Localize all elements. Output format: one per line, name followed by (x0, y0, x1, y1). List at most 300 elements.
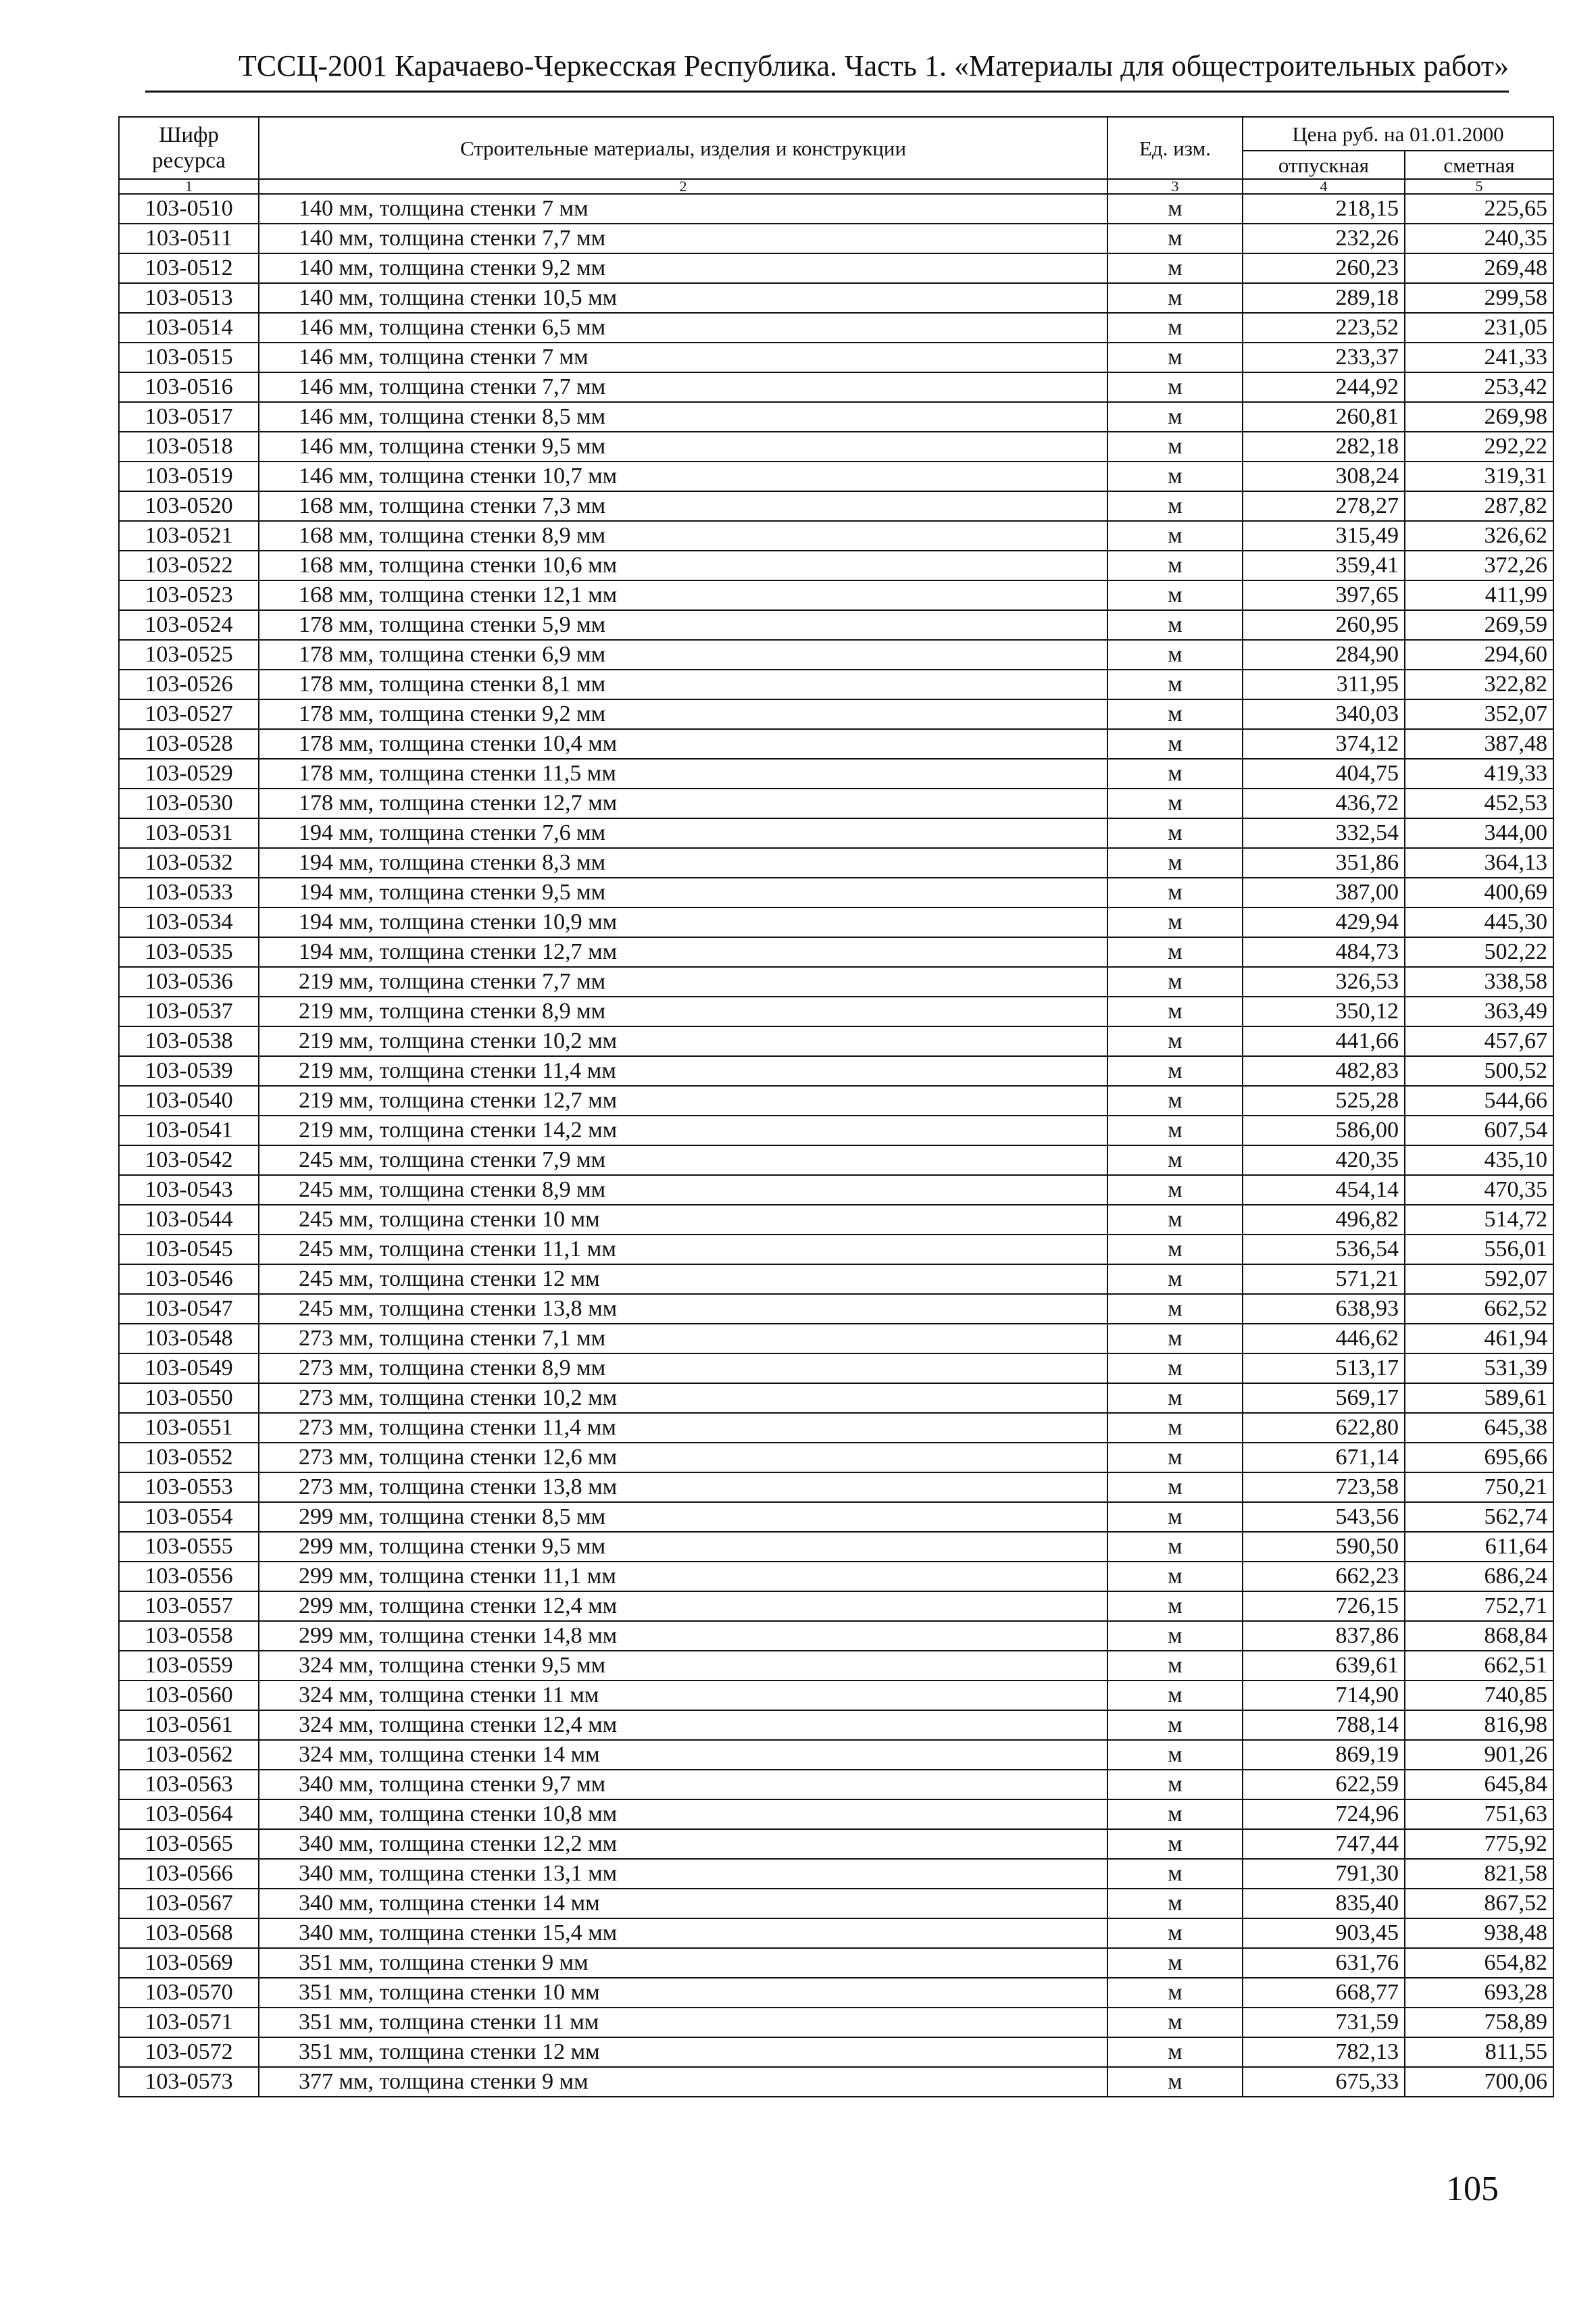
material-name: 168 мм, толщина стенки 12,1 мм (259, 580, 1107, 610)
unit: м (1107, 491, 1243, 521)
unit: м (1107, 462, 1243, 491)
resource-code: 103-0562 (119, 1740, 259, 1770)
release-price: 260,81 (1243, 402, 1405, 432)
release-price: 731,59 (1243, 2008, 1405, 2037)
estimate-price: 938,48 (1405, 1918, 1553, 1948)
table-row (119, 1205, 1553, 1235)
release-price: 420,35 (1243, 1145, 1405, 1175)
unit: м (1107, 1294, 1243, 1324)
release-price: 590,50 (1243, 1532, 1405, 1562)
release-price: 662,23 (1243, 1562, 1405, 1591)
release-price: 631,76 (1243, 1948, 1405, 1978)
column-number-row (119, 179, 1553, 194)
resource-code: 103-0522 (119, 551, 259, 580)
resource-code: 103-0569 (119, 1948, 259, 1978)
estimate-price: 225,65 (1405, 194, 1553, 224)
estimate-price: 868,84 (1405, 1621, 1553, 1651)
resource-code: 103-0529 (119, 759, 259, 789)
unit: м (1107, 1591, 1243, 1621)
material-name: 245 мм, толщина стенки 12 мм (259, 1264, 1107, 1294)
table-row (119, 1116, 1553, 1145)
release-price: 484,73 (1243, 937, 1405, 967)
resource-code: 103-0544 (119, 1205, 259, 1235)
table-row (119, 1829, 1553, 1859)
unit: м (1107, 580, 1243, 610)
table-row (119, 907, 1553, 937)
resource-code: 103-0567 (119, 1889, 259, 1918)
material-name: 324 мм, толщина стенки 14 мм (259, 1740, 1107, 1770)
release-price: 232,26 (1243, 224, 1405, 253)
unit: м (1107, 967, 1243, 997)
resource-code: 103-0511 (119, 224, 259, 253)
unit: м (1107, 1770, 1243, 1799)
release-price: 525,28 (1243, 1086, 1405, 1116)
release-price: 278,27 (1243, 491, 1405, 521)
unit: м (1107, 1383, 1243, 1413)
table-row (119, 1918, 1553, 1948)
resource-code: 103-0539 (119, 1056, 259, 1086)
resource-code: 103-0525 (119, 640, 259, 670)
material-name: 219 мм, толщина стенки 12,7 мм (259, 1086, 1107, 1116)
release-price: 446,62 (1243, 1324, 1405, 1353)
unit: м (1107, 1948, 1243, 1978)
material-name: 168 мм, толщина стенки 7,3 мм (259, 491, 1107, 521)
material-name: 194 мм, толщина стенки 7,6 мм (259, 818, 1107, 848)
release-price: 332,54 (1243, 818, 1405, 848)
table-row (119, 253, 1553, 283)
unit: м (1107, 1324, 1243, 1353)
material-name: 219 мм, толщина стенки 14,2 мм (259, 1116, 1107, 1145)
material-name: 178 мм, толщина стенки 12,7 мм (259, 789, 1107, 818)
resource-code: 103-0530 (119, 789, 259, 818)
unit: м (1107, 1562, 1243, 1591)
material-name: 178 мм, толщина стенки 5,9 мм (259, 610, 1107, 640)
estimate-price: 352,07 (1405, 699, 1553, 729)
estimate-price: 607,54 (1405, 1116, 1553, 1145)
header-price-group: Цена руб. на 01.01.2000 (1243, 117, 1553, 151)
release-price: 260,95 (1243, 610, 1405, 640)
unit: м (1107, 1859, 1243, 1889)
resource-code: 103-0537 (119, 997, 259, 1026)
estimate-price: 319,31 (1405, 462, 1553, 491)
unit: м (1107, 194, 1243, 224)
table-header (119, 117, 1553, 194)
unit: м (1107, 878, 1243, 907)
material-name: 273 мм, толщина стенки 12,6 мм (259, 1443, 1107, 1472)
resource-code: 103-0540 (119, 1086, 259, 1116)
table-row (119, 1770, 1553, 1799)
release-price: 244,92 (1243, 372, 1405, 402)
material-name: 299 мм, толщина стенки 12,4 мм (259, 1591, 1107, 1621)
estimate-price: 645,84 (1405, 1770, 1553, 1799)
table-row (119, 1353, 1553, 1383)
release-price: 513,17 (1243, 1353, 1405, 1383)
estimate-price: 344,00 (1405, 818, 1553, 848)
material-name: 340 мм, толщина стенки 15,4 мм (259, 1918, 1107, 1948)
estimate-price: 452,53 (1405, 789, 1553, 818)
estimate-price: 821,58 (1405, 1859, 1553, 1889)
material-name: 140 мм, толщина стенки 7 мм (259, 194, 1107, 224)
unit: м (1107, 1889, 1243, 1918)
material-name: 340 мм, толщина стенки 12,2 мм (259, 1829, 1107, 1859)
release-price: 404,75 (1243, 759, 1405, 789)
unit: м (1107, 1235, 1243, 1264)
estimate-price: 269,48 (1405, 253, 1553, 283)
resource-code: 103-0526 (119, 670, 259, 699)
release-price: 782,13 (1243, 2037, 1405, 2067)
unit: м (1107, 1740, 1243, 1770)
resource-code: 103-0568 (119, 1918, 259, 1948)
release-price: 233,37 (1243, 343, 1405, 372)
release-price: 837,86 (1243, 1621, 1405, 1651)
table-row (119, 1443, 1553, 1472)
release-price: 374,12 (1243, 729, 1405, 759)
release-price: 668,77 (1243, 1978, 1405, 2008)
resource-code: 103-0555 (119, 1532, 259, 1562)
unit: м (1107, 1502, 1243, 1532)
table-row (119, 878, 1553, 907)
unit: м (1107, 907, 1243, 937)
table-row (119, 1799, 1553, 1829)
unit: м (1107, 551, 1243, 580)
unit: м (1107, 2008, 1243, 2037)
table-row (119, 1681, 1553, 1710)
unit: м (1107, 1145, 1243, 1175)
material-name: 299 мм, толщина стенки 9,5 мм (259, 1532, 1107, 1562)
unit: м (1107, 818, 1243, 848)
estimate-price: 816,98 (1405, 1710, 1553, 1740)
release-price: 260,23 (1243, 253, 1405, 283)
estimate-price: 654,82 (1405, 1948, 1553, 1978)
release-price: 791,30 (1243, 1859, 1405, 1889)
estimate-price: 326,62 (1405, 521, 1553, 551)
material-name: 194 мм, толщина стенки 9,5 мм (259, 878, 1107, 907)
estimate-price: 445,30 (1405, 907, 1553, 937)
material-name: 178 мм, толщина стенки 6,9 мм (259, 640, 1107, 670)
unit: м (1107, 789, 1243, 818)
estimate-price: 287,82 (1405, 491, 1553, 521)
resource-code: 103-0566 (119, 1859, 259, 1889)
estimate-price: 544,66 (1405, 1086, 1553, 1116)
estimate-price: 322,82 (1405, 670, 1553, 699)
release-price: 289,18 (1243, 283, 1405, 313)
estimate-price: 269,98 (1405, 402, 1553, 432)
material-name: 351 мм, толщина стенки 11 мм (259, 2008, 1107, 2037)
estimate-price: 700,06 (1405, 2067, 1553, 2097)
unit: м (1107, 1472, 1243, 1502)
table-row (119, 967, 1553, 997)
resource-code: 103-0518 (119, 432, 259, 462)
table-row (119, 283, 1553, 313)
column-number: 4 (1243, 179, 1405, 194)
estimate-price: 750,21 (1405, 1472, 1553, 1502)
table-row (119, 1621, 1553, 1651)
resource-code: 103-0554 (119, 1502, 259, 1532)
estimate-price: 372,26 (1405, 551, 1553, 580)
table-row (119, 610, 1553, 640)
material-name: 340 мм, толщина стенки 13,1 мм (259, 1859, 1107, 1889)
material-name: 273 мм, толщина стенки 8,9 мм (259, 1353, 1107, 1383)
estimate-price: 411,99 (1405, 580, 1553, 610)
resource-code: 103-0573 (119, 2067, 259, 2097)
resource-code: 103-0536 (119, 967, 259, 997)
resource-code: 103-0572 (119, 2037, 259, 2067)
estimate-price: 662,52 (1405, 1294, 1553, 1324)
material-name: 245 мм, толщина стенки 10 мм (259, 1205, 1107, 1235)
material-name: 377 мм, толщина стенки 9 мм (259, 2067, 1107, 2097)
table-body (119, 194, 1553, 2097)
resource-code: 103-0519 (119, 462, 259, 491)
unit: м (1107, 1799, 1243, 1829)
estimate-price: 751,63 (1405, 1799, 1553, 1829)
release-price: 454,14 (1243, 1175, 1405, 1205)
resource-code: 103-0564 (119, 1799, 259, 1829)
material-name: 168 мм, толщина стенки 10,6 мм (259, 551, 1107, 580)
column-number: 1 (119, 179, 259, 194)
unit: м (1107, 1353, 1243, 1383)
table-row (119, 670, 1553, 699)
estimate-price: 502,22 (1405, 937, 1553, 967)
release-price: 311,95 (1243, 670, 1405, 699)
table-row (119, 1948, 1553, 1978)
material-name: 146 мм, толщина стенки 8,5 мм (259, 402, 1107, 432)
release-price: 436,72 (1243, 789, 1405, 818)
release-price: 543,56 (1243, 1502, 1405, 1532)
material-name: 146 мм, толщина стенки 7 мм (259, 343, 1107, 372)
resource-code: 103-0541 (119, 1116, 259, 1145)
resource-code: 103-0527 (119, 699, 259, 729)
table-row (119, 1859, 1553, 1889)
estimate-price: 531,39 (1405, 1353, 1553, 1383)
unit: м (1107, 343, 1243, 372)
material-name: 299 мм, толщина стенки 14,8 мм (259, 1621, 1107, 1651)
estimate-price: 740,85 (1405, 1681, 1553, 1710)
table-row (119, 699, 1553, 729)
estimate-price: 253,42 (1405, 372, 1553, 402)
unit: м (1107, 1026, 1243, 1056)
material-name: 273 мм, толщина стенки 11,4 мм (259, 1413, 1107, 1443)
unit: м (1107, 1056, 1243, 1086)
material-name: 194 мм, толщина стенки 8,3 мм (259, 848, 1107, 878)
table-row (119, 848, 1553, 878)
resource-code: 103-0545 (119, 1235, 259, 1264)
release-price: 482,83 (1243, 1056, 1405, 1086)
resource-code: 103-0514 (119, 313, 259, 343)
unit: м (1107, 224, 1243, 253)
header-unit: Ед. изм. (1107, 117, 1243, 179)
release-price: 441,66 (1243, 1026, 1405, 1056)
material-name: 140 мм, толщина стенки 10,5 мм (259, 283, 1107, 313)
table-row (119, 729, 1553, 759)
estimate-price: 556,01 (1405, 1235, 1553, 1264)
resource-code: 103-0517 (119, 402, 259, 432)
table-row (119, 1562, 1553, 1591)
material-name: 219 мм, толщина стенки 11,4 мм (259, 1056, 1107, 1086)
table-row (119, 818, 1553, 848)
material-name: 146 мм, толщина стенки 10,7 мм (259, 462, 1107, 491)
estimate-price: 695,66 (1405, 1443, 1553, 1472)
release-price: 724,96 (1243, 1799, 1405, 1829)
unit: м (1107, 253, 1243, 283)
column-number: 3 (1107, 179, 1243, 194)
material-name: 178 мм, толщина стенки 8,1 мм (259, 670, 1107, 699)
estimate-price: 400,69 (1405, 878, 1553, 907)
estimate-price: 901,26 (1405, 1740, 1553, 1770)
unit: м (1107, 759, 1243, 789)
release-price: 350,12 (1243, 997, 1405, 1026)
table-row (119, 789, 1553, 818)
material-name: 245 мм, толщина стенки 11,1 мм (259, 1235, 1107, 1264)
resource-code: 103-0553 (119, 1472, 259, 1502)
resource-code: 103-0558 (119, 1621, 259, 1651)
estimate-price: 500,52 (1405, 1056, 1553, 1086)
table-row (119, 1264, 1553, 1294)
resource-code: 103-0570 (119, 1978, 259, 2008)
column-number: 2 (259, 179, 1107, 194)
table-row (119, 343, 1553, 372)
release-price: 747,44 (1243, 1829, 1405, 1859)
material-name: 146 мм, толщина стенки 6,5 мм (259, 313, 1107, 343)
page-number: 105 (1446, 2170, 1499, 2208)
unit: м (1107, 521, 1243, 551)
estimate-price: 645,38 (1405, 1413, 1553, 1443)
release-price: 387,00 (1243, 878, 1405, 907)
release-price: 835,40 (1243, 1889, 1405, 1918)
unit: м (1107, 937, 1243, 967)
table-row (119, 580, 1553, 610)
unit: м (1107, 729, 1243, 759)
material-name: 194 мм, толщина стенки 10,9 мм (259, 907, 1107, 937)
material-name: 324 мм, толщина стенки 12,4 мм (259, 1710, 1107, 1740)
material-name: 219 мм, толщина стенки 8,9 мм (259, 997, 1107, 1026)
release-price: 315,49 (1243, 521, 1405, 551)
resource-code: 103-0521 (119, 521, 259, 551)
estimate-price: 292,22 (1405, 432, 1553, 462)
material-name: 146 мм, толщина стенки 9,5 мм (259, 432, 1107, 462)
resource-code: 103-0513 (119, 283, 259, 313)
column-number: 5 (1405, 179, 1553, 194)
resource-code: 103-0559 (119, 1651, 259, 1681)
table-row (119, 1086, 1553, 1116)
estimate-price: 240,35 (1405, 224, 1553, 253)
material-name: 351 мм, толщина стенки 12 мм (259, 2037, 1107, 2067)
estimate-price: 752,71 (1405, 1591, 1553, 1621)
release-price: 340,03 (1243, 699, 1405, 729)
release-price: 429,94 (1243, 907, 1405, 937)
table-row (119, 2037, 1553, 2067)
estimate-price: 387,48 (1405, 729, 1553, 759)
release-price: 351,86 (1243, 848, 1405, 878)
unit: м (1107, 1621, 1243, 1651)
release-price: 726,15 (1243, 1591, 1405, 1621)
table-row (119, 1026, 1553, 1056)
unit: м (1107, 1443, 1243, 1472)
table-row (119, 1324, 1553, 1353)
release-price: 788,14 (1243, 1710, 1405, 1740)
table-row (119, 1740, 1553, 1770)
table-row (119, 432, 1553, 462)
table-row (119, 937, 1553, 967)
resource-code: 103-0557 (119, 1591, 259, 1621)
estimate-price: 662,51 (1405, 1651, 1553, 1681)
resource-code: 103-0524 (119, 610, 259, 640)
resource-code: 103-0528 (119, 729, 259, 759)
release-price: 284,90 (1243, 640, 1405, 670)
table-row (119, 1175, 1553, 1205)
material-name: 178 мм, толщина стенки 9,2 мм (259, 699, 1107, 729)
page-header (145, 47, 1509, 93)
release-price: 308,24 (1243, 462, 1405, 491)
resource-code: 103-0512 (119, 253, 259, 283)
material-name: 340 мм, толщина стенки 9,7 мм (259, 1770, 1107, 1799)
estimate-price: 592,07 (1405, 1264, 1553, 1294)
unit: м (1107, 848, 1243, 878)
table-row (119, 521, 1553, 551)
table-row (119, 2008, 1553, 2037)
unit: м (1107, 432, 1243, 462)
unit: м (1107, 1205, 1243, 1235)
release-price: 326,53 (1243, 967, 1405, 997)
unit: м (1107, 283, 1243, 313)
unit: м (1107, 313, 1243, 343)
release-price: 571,21 (1243, 1264, 1405, 1294)
estimate-price: 338,58 (1405, 967, 1553, 997)
release-price: 282,18 (1243, 432, 1405, 462)
material-name: 299 мм, толщина стенки 11,1 мм (259, 1562, 1107, 1591)
unit: м (1107, 1978, 1243, 2008)
resource-code: 103-0556 (119, 1562, 259, 1591)
table-row (119, 640, 1553, 670)
estimate-price: 470,35 (1405, 1175, 1553, 1205)
material-name: 219 мм, толщина стенки 10,2 мм (259, 1026, 1107, 1056)
table-row (119, 1710, 1553, 1740)
table-row (119, 1978, 1553, 2008)
resource-code: 103-0560 (119, 1681, 259, 1710)
estimate-price: 231,05 (1405, 313, 1553, 343)
material-name: 146 мм, толщина стенки 7,7 мм (259, 372, 1107, 402)
table-row (119, 551, 1553, 580)
release-price: 675,33 (1243, 2067, 1405, 2097)
release-price: 397,65 (1243, 580, 1405, 610)
unit: м (1107, 610, 1243, 640)
unit: м (1107, 1681, 1243, 1710)
unit: м (1107, 1264, 1243, 1294)
resource-code: 103-0543 (119, 1175, 259, 1205)
resource-code: 103-0533 (119, 878, 259, 907)
estimate-price: 693,28 (1405, 1978, 1553, 2008)
release-price: 869,19 (1243, 1740, 1405, 1770)
estimate-price: 811,55 (1405, 2037, 1553, 2067)
table-row (119, 1145, 1553, 1175)
header-name: Строительные материалы, изделия и конструкции (259, 117, 1107, 179)
estimate-price: 363,49 (1405, 997, 1553, 1026)
estimate-price: 514,72 (1405, 1205, 1553, 1235)
table-row (119, 1651, 1553, 1681)
unit: м (1107, 1413, 1243, 1443)
unit: м (1107, 670, 1243, 699)
material-name: 273 мм, толщина стенки 10,2 мм (259, 1383, 1107, 1413)
estimate-price: 758,89 (1405, 2008, 1553, 2037)
unit: м (1107, 699, 1243, 729)
unit: м (1107, 1175, 1243, 1205)
material-name: 168 мм, толщина стенки 8,9 мм (259, 521, 1107, 551)
unit: м (1107, 1829, 1243, 1859)
resource-code: 103-0516 (119, 372, 259, 402)
resource-code: 103-0510 (119, 194, 259, 224)
estimate-price: 611,64 (1405, 1532, 1553, 1562)
unit: м (1107, 1116, 1243, 1145)
release-price: 639,61 (1243, 1651, 1405, 1681)
